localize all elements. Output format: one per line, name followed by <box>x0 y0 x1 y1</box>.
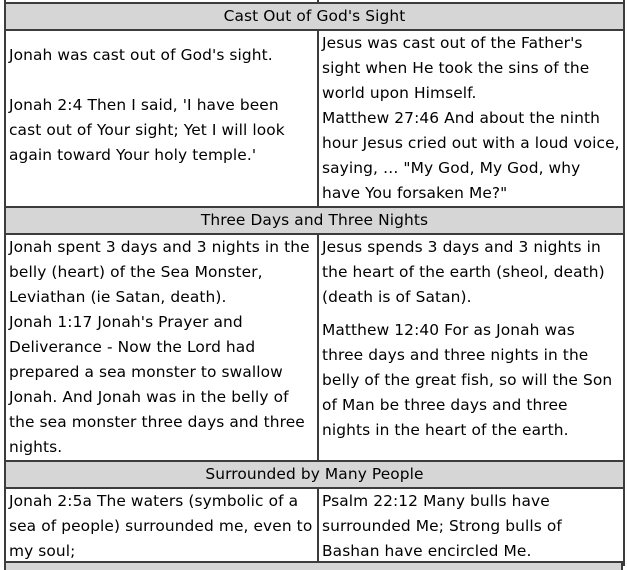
psalm-scripture: Psalm 22:12 Many bulls have surrounded Me; Strong bulls of Bashan have encircled Me. <box>322 492 562 560</box>
jonah-scripture: Jonah 2:4 Then I said, 'I have been cast out of Your sight; Yet I will look again toward Your holy temple.' <box>9 96 285 164</box>
paragraph-gap <box>322 310 620 318</box>
jesus-statement: Jesus was cast out of the Father's sight when He took the sins of the world upon Himself. <box>322 34 590 102</box>
comparison-row <box>5 234 624 461</box>
section-heading-cast-out: Cast Out of God's Sight <box>5 3 624 30</box>
jonah-statement: Jonah spent 3 days and 3 nights in the belly (heart) of the Sea Monster, Leviathan (ie Satan, death). <box>9 238 310 306</box>
jesus-scripture: Matthew 12:40 For as Jonah was three days and three nights in the belly of the great fish, so will the Son of Man be three days and three nights in the heart of the earth. <box>322 321 613 439</box>
next-section-header-remnant <box>4 561 623 570</box>
jonah-statement: Jonah was cast out of God's sight. <box>9 46 273 64</box>
comparison-page <box>4 0 623 566</box>
jonah-cell <box>5 30 318 207</box>
jesus-scripture: Matthew 27:46 And about the ninth hour Jesus cried out with a loud voice, saying, … "My God, My God, why have You forsaken Me?" <box>322 109 620 202</box>
section-header-row <box>5 461 624 488</box>
section-heading-surrounded: Surrounded by Many People <box>5 461 624 488</box>
comparison-row <box>5 488 624 565</box>
section-header-row <box>5 3 624 30</box>
jonah-scripture: Jonah 2:5a The waters (symbolic of a sea of people) surrounded me, even to my soul; <box>9 492 313 560</box>
jesus-statement: Jesus spends 3 days and 3 nights in the heart of the earth (sheol, death) (death is of Satan). <box>322 238 605 306</box>
jesus-cell <box>318 30 624 207</box>
paragraph-gap <box>9 68 314 93</box>
comparison-row <box>5 30 624 207</box>
section-header-row <box>5 207 624 234</box>
section-heading-three-days: Three Days and Three Nights <box>5 207 624 234</box>
comparison-table <box>4 0 625 566</box>
jesus-cell <box>318 234 624 461</box>
jonah-scripture: Jonah 1:17 Jonah's Prayer and Deliverance - Now the Lord had prepared a sea monster to swallow Jonah. And Jonah was in the belly of the sea monster three days and three nights. <box>9 313 305 456</box>
psalm-cell <box>318 488 624 565</box>
jonah-cell <box>5 234 318 461</box>
jonah-cell <box>5 488 318 565</box>
